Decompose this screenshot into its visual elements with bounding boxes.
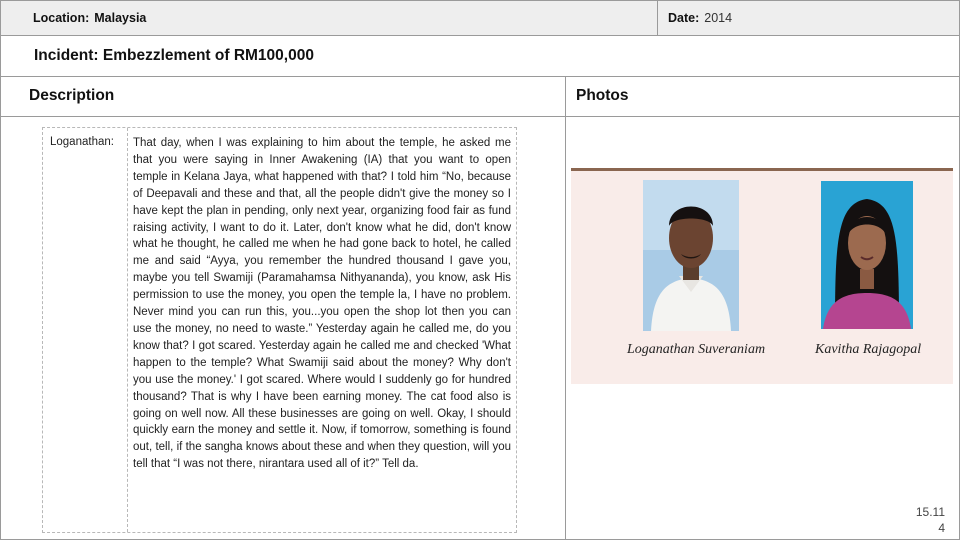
page-index: 4 <box>938 521 945 535</box>
location-label: Location: <box>33 11 90 25</box>
incident-name: Embezzlement of RM100,000 <box>102 46 314 64</box>
transcript-text: That day, when I was explaining to him about the temple, he asked me that you were saying in Inner Awakening (IA) that you want to open temple in Kelana Jaya, what happened with that? I told him “No, because of Deepavali and these and that, all the people didn't give the money so I have kept the plan in pending, only next year, organizing food fair as fund raising activity, I want to do it. Later, don't know what he did, don't know what he thought, he called me when he had gone back to hotel, he called me and said “Ayya, you remember the hundred thousand I gave you, maybe you tell Swamiji (Paramahamsa Nithyananda), you know, ask His permission to use the money, you open the temple la, I have no problem. Never mind you can run this, you...you open the shop lot then you can use the money, no need to waste.” Yesterday again he called me, do you know that? I got scared. Yesterday again he called me and checked 'What happen to the temple? What Swamiji said about the money? Why don't you use the money.' I got scared. Where would I suddenly go for hundred thousand? That is why I have been earning money. The cat food also is going on well now. All these businesses are going on well. Okay, I should quickly earn the money and settle it. Now, if tomorrow, something is found out, tell, if the sangha knows about these and when they question, will you tell that “I was not there, nirantara used all of it?” Tell da. <box>133 137 511 471</box>
page-number <box>885 504 945 536</box>
portrait-photo-1 <box>643 180 739 331</box>
photo-panel <box>571 168 953 384</box>
column-headers <box>0 76 960 117</box>
page-section: 15.11 <box>915 505 945 519</box>
description-header: Description <box>1 76 566 116</box>
meta-row <box>0 0 960 36</box>
transcript-excerpt <box>42 127 517 533</box>
male-portrait-icon <box>643 180 739 331</box>
location-cell <box>1 1 658 35</box>
date-cell <box>658 1 959 35</box>
photo-caption-2: Kavitha Rajagopal <box>815 342 922 357</box>
date-label: Date: <box>668 11 700 25</box>
photo-caption-1: Loganathan Suveraniam <box>627 342 766 357</box>
incident-label: Incident: <box>34 46 99 64</box>
incident-title <box>0 35 960 77</box>
excerpt-divider <box>127 128 128 532</box>
speaker-name: Loganathan: <box>50 136 114 148</box>
female-portrait-icon <box>821 181 913 329</box>
photos-header: Photos <box>576 87 629 104</box>
content-row <box>0 116 960 540</box>
date-value: 2014 <box>704 11 733 25</box>
column-divider <box>565 116 566 540</box>
portrait-photo-2 <box>821 181 913 329</box>
location-value: Malaysia <box>94 11 147 25</box>
